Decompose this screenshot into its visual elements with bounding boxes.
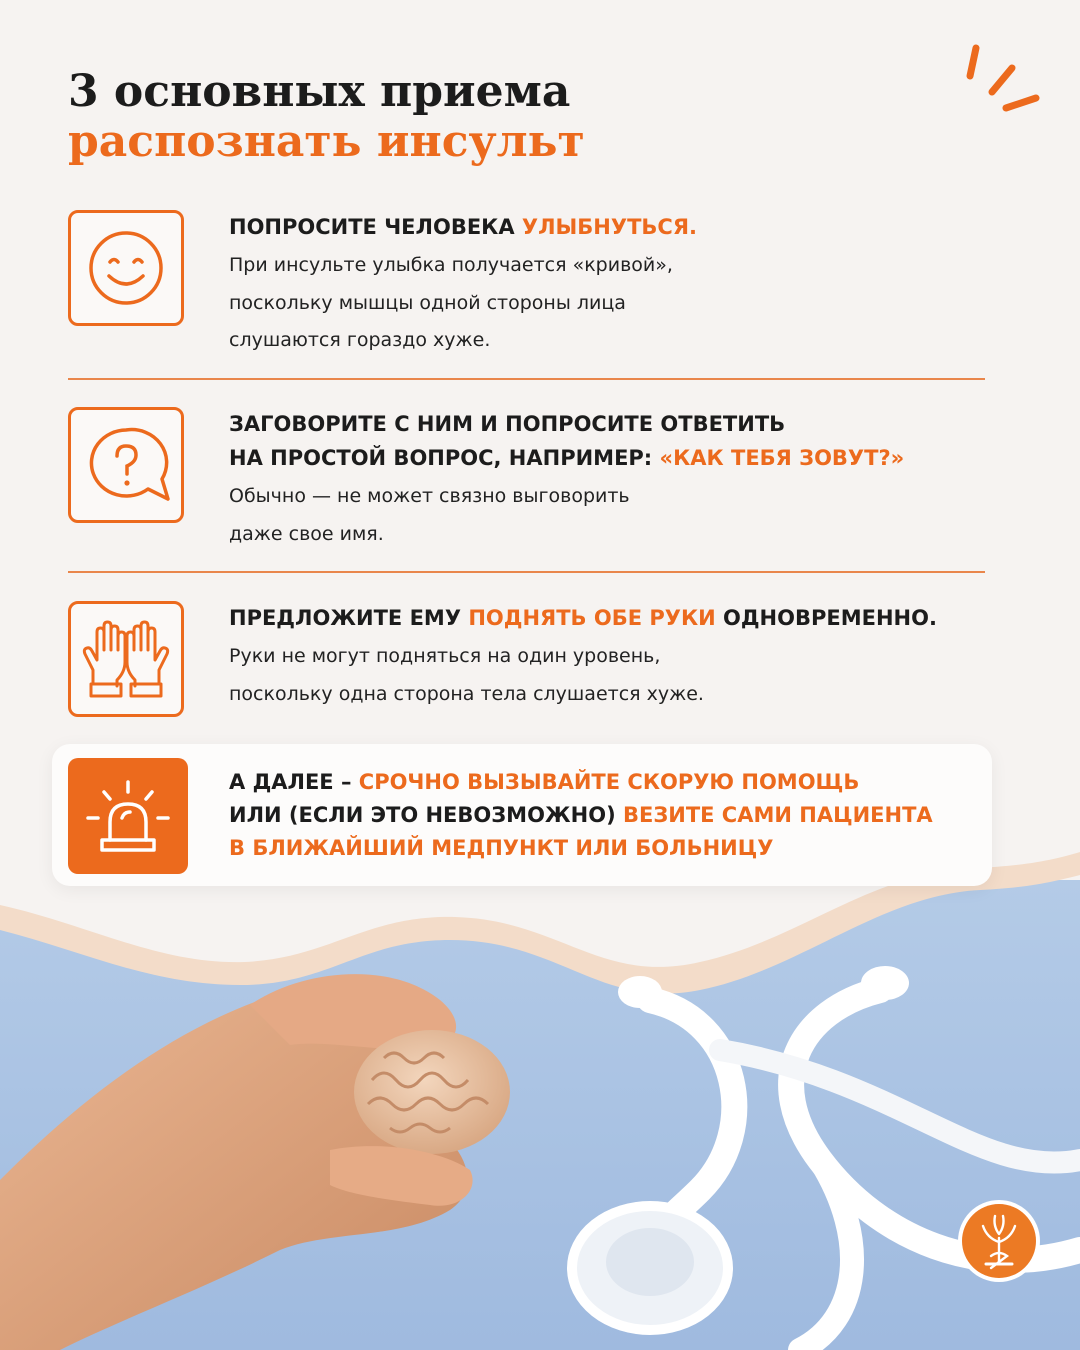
heading-highlight: «КАК ТЕБЯ ЗОВУТ?» [659, 446, 905, 470]
smile-icon-box [68, 210, 184, 326]
hands-icon-box [68, 601, 184, 717]
medical-tree-logo-icon [956, 1198, 1042, 1284]
heading-highlight: УЛЫБНУТЬСЯ. [521, 215, 697, 239]
step-smile-text [229, 210, 1019, 360]
description-line: даже свое имя. [229, 522, 384, 545]
question-bubble-icon [71, 410, 181, 520]
description-line: поскольку мышцы одной стороны лица [229, 291, 626, 314]
emergency-card [52, 744, 992, 886]
step-hands-text [229, 601, 1019, 713]
emergency-line-3: В БЛИЖАЙШИЙ МЕДПУНКТ ИЛИ БОЛЬНИЦУ [229, 836, 774, 860]
heading-text: А ДАЛЕЕ – [229, 770, 359, 794]
raised-hands-icon [71, 604, 181, 714]
title-line-1: 3 основных приема [68, 66, 571, 117]
step-question-heading [229, 407, 1019, 475]
accent-strokes-icon [960, 40, 1050, 130]
heading-highlight: ПОДНЯТЬ ОБЕ РУКИ [468, 606, 716, 630]
description-line: Руки не могут подняться на один уровень, [229, 645, 661, 667]
emergency-text [229, 766, 989, 865]
heading-text: ПОПРОСИТЕ ЧЕЛОВЕКА [229, 215, 522, 239]
siren-icon [68, 758, 188, 874]
heading-text: ПРЕДЛОЖИТЕ ЕМУ [229, 606, 469, 630]
description-line: слушаются гораздо хуже. [229, 329, 491, 351]
heading-text: ИЛИ (ЕСЛИ ЭТО НЕВОЗМОЖНО) [229, 803, 623, 827]
step-hands-description [229, 638, 1019, 713]
description-line: При инсульте улыбка получается «кривой», [229, 254, 673, 276]
step-question-text [229, 407, 1019, 553]
description-line: поскольку одна сторона тела слушается хуже. [229, 682, 704, 705]
question-icon-box [68, 407, 184, 523]
heading-text: НА ПРОСТОЙ ВОПРОС, НАПРИМЕР: [229, 446, 660, 470]
heading-text: ЗАГОВОРИТЕ С НИМ И ПОПРОСИТЕ ОТВЕТИТЬ [229, 412, 786, 436]
siren-icon-box [68, 758, 188, 874]
heading-highlight: ВЕЗИТЕ САМИ ПАЦИЕНТА [622, 803, 933, 827]
divider [68, 571, 985, 573]
heading-highlight: СРОЧНО ВЫЗЫВАЙТЕ СКОРУЮ ПОМОЩЬ [358, 770, 860, 794]
step-question-description [229, 478, 1019, 553]
page-title [68, 66, 585, 167]
description-line: Обычно — не может связно выговорить [229, 485, 630, 507]
step-hands-heading [229, 601, 1019, 635]
step-smile-description [229, 247, 1019, 360]
heading-text: ОДНОВРЕМЕННО. [715, 606, 937, 630]
emergency-line-2 [229, 799, 989, 832]
emergency-line-1 [229, 766, 989, 799]
divider [68, 378, 985, 380]
step-smile-heading [229, 210, 1019, 244]
title-line-2: распознать инсульт [68, 116, 585, 167]
smile-icon [71, 213, 181, 323]
